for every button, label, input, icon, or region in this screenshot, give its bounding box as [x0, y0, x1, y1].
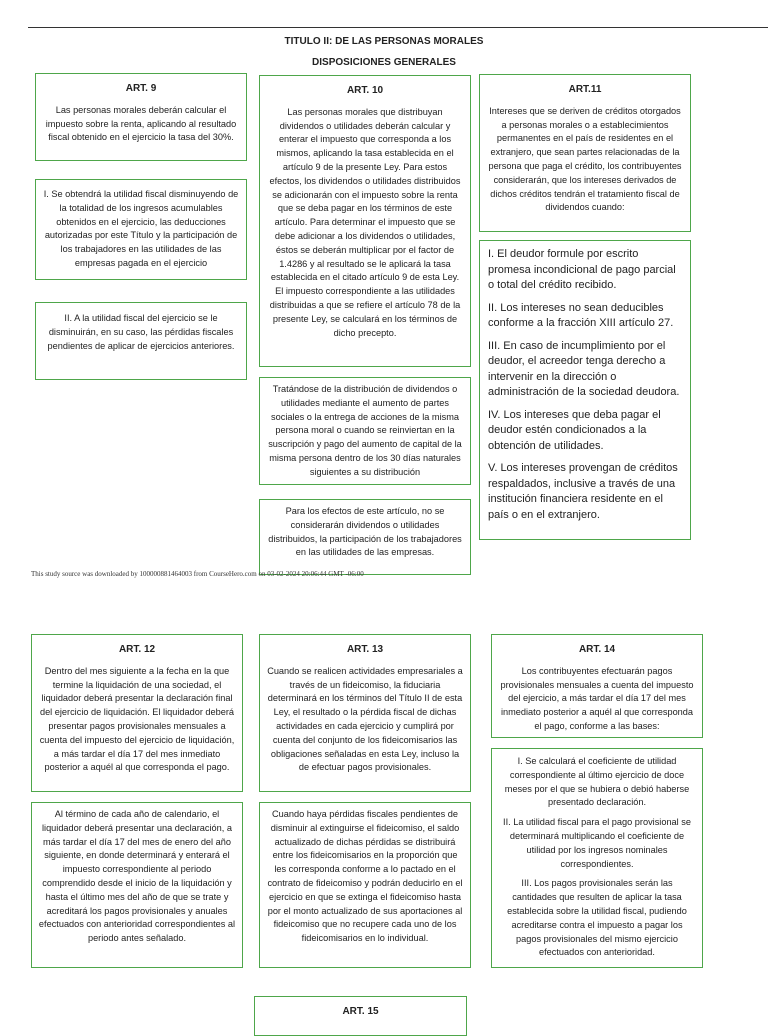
art11-item-ii: II. Los intereses no sean deducibles conforme a la fracción XIII artículo 27. [488, 301, 674, 329]
art11-box [479, 74, 691, 232]
art13-title: ART. 13 [346, 644, 384, 655]
art9-ii-text: II. A la utilidad fiscal del ejercicio se le disminuirán, en su caso, las pérdidas fiscales pendientes de aplicar de ejercicios anteriores. [47, 313, 235, 351]
art11-item-iv: IV. Los intereses que deba pagar el deudor estén condicionados a la obtención de utilidades. [488, 408, 661, 452]
section-subtitle: DISPOSICIONES GENERALES [312, 57, 456, 68]
art10-capital-text: Tratándose de la distribución de dividendos o utilidades mediante el aumento de partes sociales o la entrega de acciones de la misma persona moral o cuando se reinviertan en la suscripción y pago del aumento de capital de la misma persona dentro de los 30 días naturales siguientes a su distribución [268, 384, 462, 477]
art9-fraction-ii [35, 302, 247, 380]
art14-item-ii: II. La utilidad fiscal para el pago provisional se determinará multiplicando el coeficiente de utilidad por los ingresos nominales correspondientes. [503, 817, 691, 869]
art14-item-iii: III. Los pagos provisionales serán las cantidades que resulten de aplicar la tasa establecida sobre la utilidad fiscal, pudiendo acreditarse contra el impuesto a pagar los pagos provisionales del mismo ejercicio efectuados con anterioridad. [507, 878, 687, 958]
art14-title: ART. 14 [578, 644, 616, 655]
art12-title: ART. 12 [118, 644, 156, 655]
art15-title: ART. 15 [342, 1006, 379, 1017]
art10-ptu-box [259, 499, 471, 575]
art9-box [35, 73, 247, 161]
art14-intro: Los contribuyentes efectuarán pagos provisionales mensuales a cuenta del impuesto del ejercicio, a más tardar el día 17 del mes inmediato posterior a aquél al que corresponda el pago, conforme a las bases: [500, 665, 694, 731]
art12-annual-box [31, 802, 243, 968]
art14-item-i: I. Se calculará el coeficiente de utilidad correspondiente al último ejercicio de doce meses por el que se hubiera o debió haberse presentado declaración. [504, 756, 690, 808]
art11-title: ART.11 [568, 84, 602, 95]
art10-capital-box [259, 377, 471, 485]
art10-ptu-text: Para los efectos de este artículo, no se considerarán dividendos o utilidades distribuidos, la participación de los trabajadores en las utilidades de las empresas. [268, 506, 462, 558]
art13-box [259, 634, 471, 792]
art13-losses-box [259, 802, 471, 968]
art9-title: ART. 9 [125, 83, 157, 94]
art11-conditions [479, 240, 691, 540]
art14-box [491, 634, 703, 738]
download-notice: This study source was downloaded by 100000881464003 from CourseHero.com on 03-02-2024 20:06:44 GMT -06:00 [31, 570, 364, 578]
art12-annual-text: Al término de cada año de calendario, el liquidador deberá presentar una declaración, a más tardar el día 17 del mes de enero del año siguiente, en donde determinará y enterará el impuesto correspondiente al periodo comprendido desde el inicio de la liquidación y hasta el último mes del año de que se trate y acreditará los pagos provisionales y anuales efectuados con anterioridad correspondientes al periodo antes señalado. [38, 809, 236, 944]
art12-box [31, 634, 243, 792]
art9-intro: Las personas morales deberán calcular el impuesto sobre la renta, aplicando al resultado fiscal obtenido en el ejercicio la tasa del 30%. [45, 104, 237, 143]
art10-title: ART. 10 [346, 85, 384, 96]
art13-intro: Cuando se realicen actividades empresariales a través de un fideicomiso, la fiduciaria determinará en los términos del Título II de esta Ley, el resultado o la pérdida fiscal de dichas actividades en cada ejercicio y cumplirá por cuenta del conjunto de los fideicomisarios las obligaciones señaladas en esta Ley, incluso la de efectuar pagos provisionales. [267, 665, 463, 773]
art15-box [254, 996, 467, 1036]
art10-box [259, 75, 471, 367]
art11-item-iii: III. En caso de incumplimiento por el deudor, el acreedor tenga derecho a intervenir en la dirección o administración de la sociedad deudora. [488, 339, 680, 398]
art14-bases [491, 748, 703, 968]
art11-intro: Intereses que se deriven de créditos otorgados a personas morales o a establecimientos permanentes en el país de residentes en el extranjero, que sean partes relacionadas de la persona que paga el crédito, los contribuyentes considerarán, que los intereses derivados de dichos créditos tendrán el tratamiento fiscal de dividendos cuando: [488, 105, 682, 213]
art9-i-text: I. Se obtendrá la utilidad fiscal disminuyendo de la totalidad de los ingresos acumulables obtenidos en el ejercicio, las deducciones autorizadas por este Título y la participación de los trabajadores en las utilidades de las empresas pagada en el ejercicio [43, 189, 239, 268]
top-rule [28, 27, 768, 28]
art11-item-i: I. El deudor formule por escrito promesa incondicional de pago parcial o total del crédito recibido. [488, 248, 676, 291]
page-title: TITULO II: DE LAS PERSONAS MORALES [284, 36, 484, 47]
art9-fraction-i [35, 179, 247, 280]
art11-item-v: V. Los intereses provengan de créditos respaldados, inclusive a través de una institución financiera residente en el país o en el extranjero. [488, 462, 678, 521]
art13-losses-text: Cuando haya pérdidas fiscales pendientes de disminuir al extinguirse el fideicomiso, el saldo actualizado de dichas pérdidas se distribuirá entre los fideicomisarios en la proporción que les corresponda conforme a lo pactado en el contrato de fideicomiso y podrán deducirlo en el ejercicio en que se extinga el fideicomiso hasta por el monto actualizado de sus aportaciones al fideicomiso que no recupere cada uno de los fideicomisarios en lo individual. [267, 809, 463, 944]
art12-intro: Dentro del mes siguiente a la fecha en la que termine la liquidación de una sociedad, el liquidador deberá presentar la declaración final del ejercicio de liquidación. El liquidador deberá presentar pagos provisionales mensuales a cuenta del impuesto del ejercicio de liquidación, a más tardar el día 17 del mes inmediato posterior a aquél al que corresponda el pago. [39, 665, 235, 773]
art10-intro: Las personas morales que distribuyan dividendos o utilidades deberán calcular y enterar el impuesto que corresponda a los mismos, aplicando la tasa establecida en el artículo 9 de la presente Ley. Para estos efectos, los dividendos o utilidades distribuidos se adicionarán con el impuesto sobre la renta que se deba pagar en los términos de este artículo. Para determinar el impuesto que se debe adicionar a los dividendos o utilidades, éstos se deberán multiplicar por el factor de 1.4286 y al resultado se le aplicará la tasa establecida en el citado artículo 9 de esta Ley. El impuesto correspondiente a las utilidades distribuidas a que se refiere el artículo 78 de la presente Ley, se calculará en los términos de dicho precepto. [269, 106, 461, 338]
